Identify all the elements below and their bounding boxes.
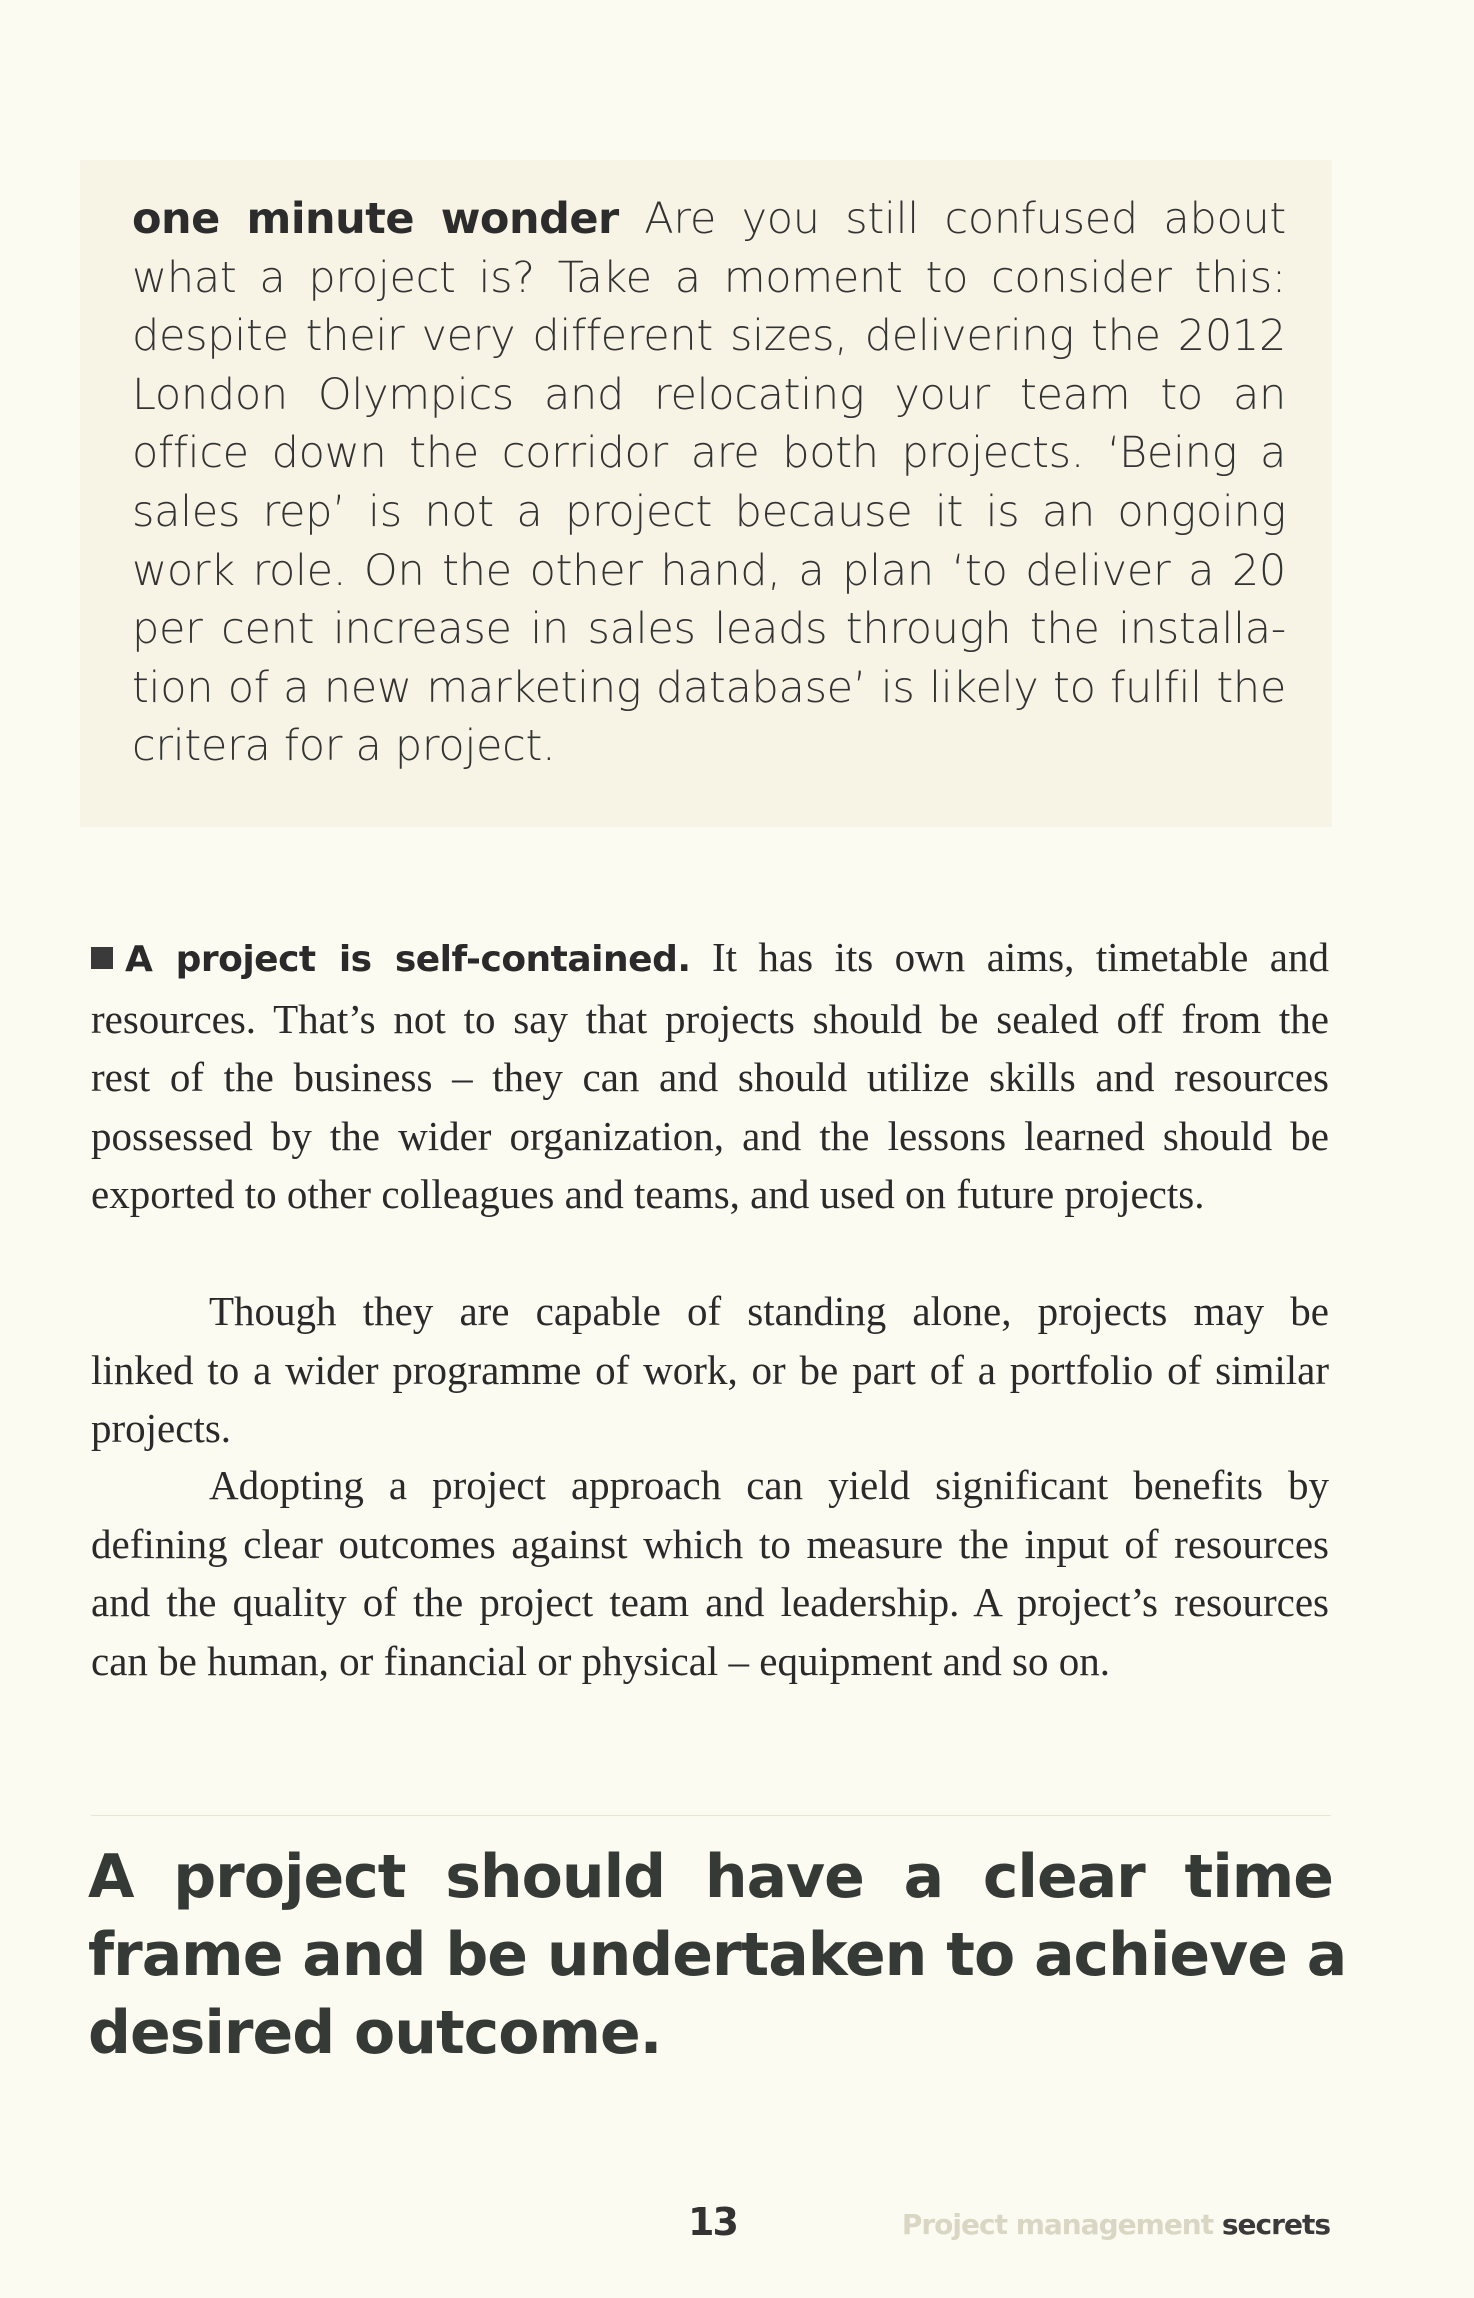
body-line: and the quality of the project team and leadership. A project’s resources <box>91 1579 1329 1626</box>
square-bullet-icon <box>91 947 113 969</box>
body-line: defining clear outcomes against which to measure the input of resources <box>91 1520 1329 1567</box>
paragraph-3 <box>91 1456 1329 1690</box>
body-line: linked to a wider programme of work, or be part of a portfolio of similar <box>91 1346 1329 1393</box>
pull-quote-line: frame and be undertaken to achieve a <box>88 1920 1347 1990</box>
body-line: resources. That’s not to say that projects should be sealed off from the <box>91 995 1329 1042</box>
box-line: sales rep’ is not a project because it is an ongoing <box>132 486 1286 537</box>
box-line: per cent increase in sales leads through the installa- <box>132 604 1286 655</box>
box-line: office down the corridor are both projects. ‘Being a <box>132 428 1286 479</box>
box-line: London Olympics and relocating your team to an <box>132 369 1286 420</box>
body-line: exported to other colleagues and teams, and used on future projects. <box>91 1171 1205 1218</box>
box-line: critera for a project. <box>132 721 556 772</box>
body-line: projects. <box>91 1405 232 1452</box>
box-line: tion of a new marketing database’ is likely to fulfil the <box>132 662 1286 713</box>
box-line: what a project is? Take a moment to consider this: <box>132 252 1286 303</box>
paragraph-2 <box>91 1282 1329 1458</box>
pull-quote <box>88 1838 1347 2072</box>
divider <box>91 1815 1331 1816</box>
bullet-paragraph: A project is self-contained. It has its own aims, timetable and resources. That’s not to say that projects should be sealed off from the rest of the business – they can and should utilize skills and resources possessed by the wider organization, and the lessons learned should be exported to other colleagues and teams, and used on future projects. <box>91 928 1329 1224</box>
page-number: 13 <box>688 2200 737 2244</box>
body-line: rest of the business – they can and should utilize skills and resources <box>91 1054 1329 1101</box>
box-line: work role. On the other hand, a plan ‘to deliver a 20 <box>132 545 1286 596</box>
pull-quote-line: A project should have a clear time <box>88 1842 1333 1912</box>
body-line: can be human, or financial or physical – equipment and so on. <box>91 1637 1111 1684</box>
box-line: despite their very different sizes, delivering the 2012 <box>132 311 1286 362</box>
box-label: one minute wonder <box>132 194 619 244</box>
body-line: Though they are capable of standing alone, projects may be <box>209 1288 1329 1334</box>
running-footer <box>902 2208 1330 2241</box>
series-suffix: secrets <box>1221 2208 1330 2241</box>
one-minute-wonder-text: one minute wonder Are you still confused about what a project is? Take a moment to consider this: despite their very different sizes, delivering the 2012 London Olympics and relocating your team to an office down the corridor are both projects. ‘Being a sales rep’ is not a project because it is an ongoing work role. On the other hand, a plan ‘to deliver a 20 per cent increase in sales leads through the installa- tion of a new marketing database’ is likely to fulfil the critera for a project. <box>132 190 1286 776</box>
series-prefix: Project management <box>901 2208 1222 2241</box>
bullet-lead: A project is self-contained. <box>125 939 691 980</box>
pull-quote-line: desired outcome. <box>88 1998 662 2068</box>
body-line: Adopting a project approach can yield significant benefits by <box>209 1462 1329 1508</box>
body-line: possessed by the wider organization, and the lessons learned should be <box>91 1112 1329 1159</box>
